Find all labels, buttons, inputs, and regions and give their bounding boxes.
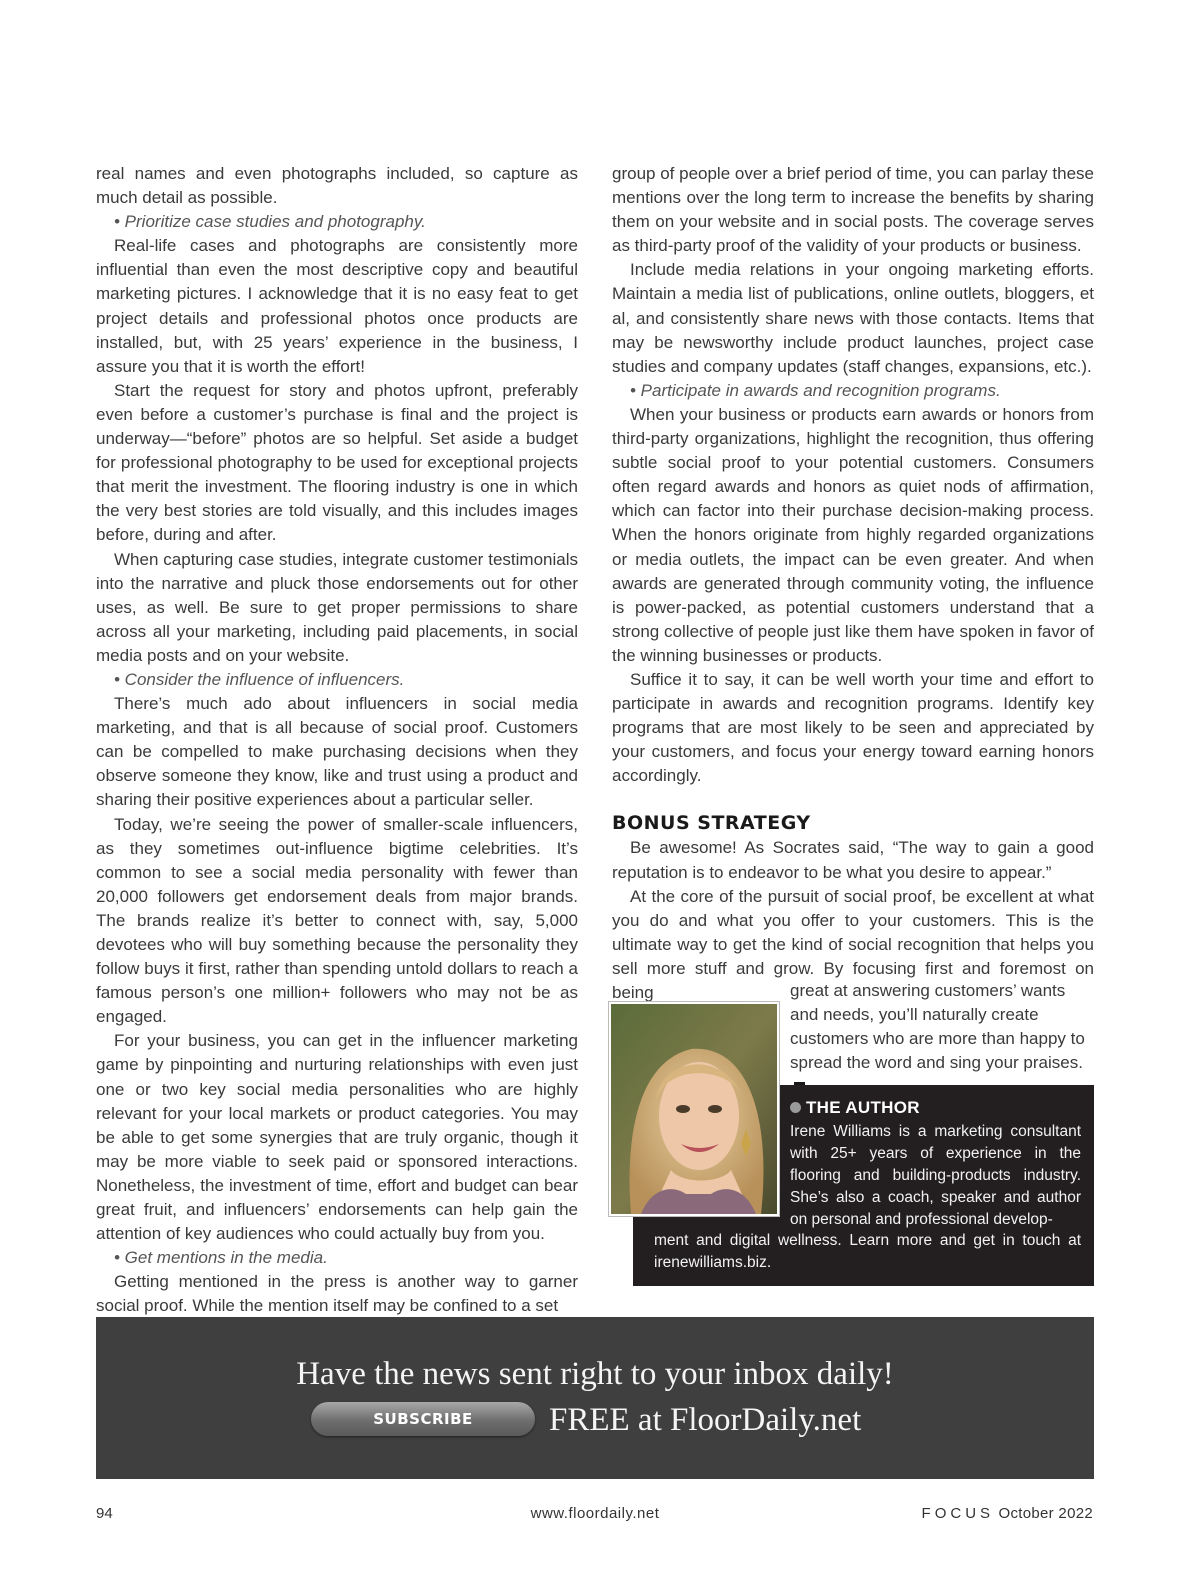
subheading-bullet: • Participate in awards and recognition programs. xyxy=(630,380,1001,400)
newsletter-banner xyxy=(96,1317,1094,1479)
paragraph: Suffice it to say, it can be well worth your time and effort to participate in awards and recognition programs. Identify key programs that are most likely to be seen and appreciated by your customers, and focus your energy toward earning honors accordingly. xyxy=(612,669,1094,786)
paragraph: Start the request for story and photos upfront, preferably even before a customer’s purchase is final and the project is underway—“before” photos are so helpful. Set aside a budget for professional photography to be used for exceptional projects that merit the investment. The flooring industry is one in which the very best stories are told visually, and this includes images before, during and after. xyxy=(96,380,578,545)
paragraph: group of people over a brief period of time, you can parlay these mentions over the long term to increase the benefits by sharing them on your website and in social posts. The coverage serves as third-party proof of the validity of your products or business. xyxy=(612,164,1094,256)
author-title-text: THE AUTHOR xyxy=(806,1098,920,1117)
paragraph: Today, we’re seeing the power of smaller-scale influencers, as they sometimes out-influence bigtime celebrities. It’s common to see a social media personality with fewer than 20,000 followers get endorsement deals from major brands. The brands realize it’s better to connect with, say, 5,000 devotees who will buy something because the personality they follow buys it first, rather than spending untold dollars to reach a famous person’s one million+ followers who may not be as engaged. xyxy=(96,814,578,1027)
paragraph: There’s much ado about influencers in social media marketing, and that is all because of social proof. Customers can be compelled to make purchasing decisions when they observe someone they know, like and trust using a product and sharing their positive experiences about a particular seller. xyxy=(96,694,578,810)
footer-issue xyxy=(922,1505,1093,1522)
paragraph: Getting mentioned in the press is another way to garner social proof. While the mention itself may be confined to a set xyxy=(96,1272,578,1316)
page-number: 94 xyxy=(96,1505,113,1522)
paragraph: At the core of the pursuit of social proof, be excellent at what you do and what you offer to your customers. This is the ultimate way to get the kind of social recognition that helps you sell more stuff and grow. By focusing first and foremost on being xyxy=(612,886,1094,1002)
subheading-bullet: • Consider the influence of influencers. xyxy=(114,669,405,689)
paragraph: Real-life cases and photographs are consistently more influential than even the most descriptive copy and beautiful marketing pictures. I acknowledge that it is no easy feat to get project details and professional photos once products are installed, but, with 25 years’ experience in the business, I assure you that it is worth the effort! xyxy=(96,236,578,376)
banner-free-link[interactable]: FREE at FloorDaily.net xyxy=(549,1402,862,1438)
paragraph: Include media relations in your ongoing marketing efforts. Maintain a media list of publications, online outlets, bloggers, et al, and consistently share news with those contacts. Items that may be newsworthy include product launches, project case studies and company updates (staff changes, expansions, etc.). xyxy=(612,260,1094,376)
paragraph-continuation xyxy=(790,979,1093,1099)
footer-url[interactable]: www.floordaily.net xyxy=(530,1505,660,1522)
subscribe-button[interactable]: SUBSCRIBE xyxy=(311,1402,535,1436)
subheading-bullet: • Get mentions in the media. xyxy=(114,1248,328,1268)
author-photo xyxy=(609,1002,779,1216)
article-left-column xyxy=(96,162,578,1319)
banner-headline: Have the news sent right to your inbox daily! xyxy=(296,1356,894,1392)
author-bio-continued: ment and digital wellness. Learn more and get in touch at irenewilliams.biz. xyxy=(654,1232,1081,1271)
subheading-bullet: • Prioritize case studies and photography. xyxy=(114,212,426,232)
paragraph: Be awesome! As Socrates said, “The way to gain a good reputation is to endeavor to be what you desire to appear.” xyxy=(612,838,1094,882)
bullet-dot-icon xyxy=(790,1102,801,1113)
paragraph: For your business, you can get in the influencer marketing game by pinpointing and nurturing relationships with even just one or two key social media personalities who are highly relevant for your local markets or product categories. You may be able to get some synergies that are truly organic, though it may be more viable to seek paid or sponsored interactions. Nonetheless, the investment of time, effort and budget can bear great fruit, and influencers’ endorsements can help gain the attention of key audiences who could actually buy from you. xyxy=(96,1031,578,1244)
paragraph: real names and even photographs included, so capture as much detail as possible. xyxy=(96,164,578,208)
article-right-column xyxy=(612,162,1094,1005)
paragraph: When your business or products earn awards or honors from third-party organizations, highlight the recognition, thus offering subtle social proof to your potential customers. Consumers often regard awards and honors as quiet nods of affirmation, which can factor into their purchase decision-making process. When the honors originate from highly regarded organizations or media outlets, the impact can be even greater. And when awards are generated through community voting, the influence is power-packed, as potential customers understand that a strong collective of people just like them have spoken in favor of the winning businesses or products. xyxy=(612,404,1094,665)
author-title xyxy=(790,1098,920,1118)
section-heading: BONUS STRATEGY xyxy=(612,812,811,835)
magazine-name: FOCUS xyxy=(921,1505,995,1522)
issue-date: October 2022 xyxy=(998,1505,1093,1522)
paragraph: When capturing case studies, integrate customer testimonials into the narrative and pluck those endorsements out for other uses, as well. Be sure to get proper permissions to share across all your marketing, including paid placements, in social media posts and on your website. xyxy=(96,549,578,665)
paragraph-tail: great at answering customers’ wants and needs, you’ll naturally create customers who are more than happy to spread the word and sing your praises. xyxy=(790,981,1085,1073)
author-bio: Irene Williams is a marketing consultant with 25+ years of experience in the flooring and building-products industry. She’s also a coach, speaker and author on personal and professional develop- xyxy=(790,1123,1081,1228)
